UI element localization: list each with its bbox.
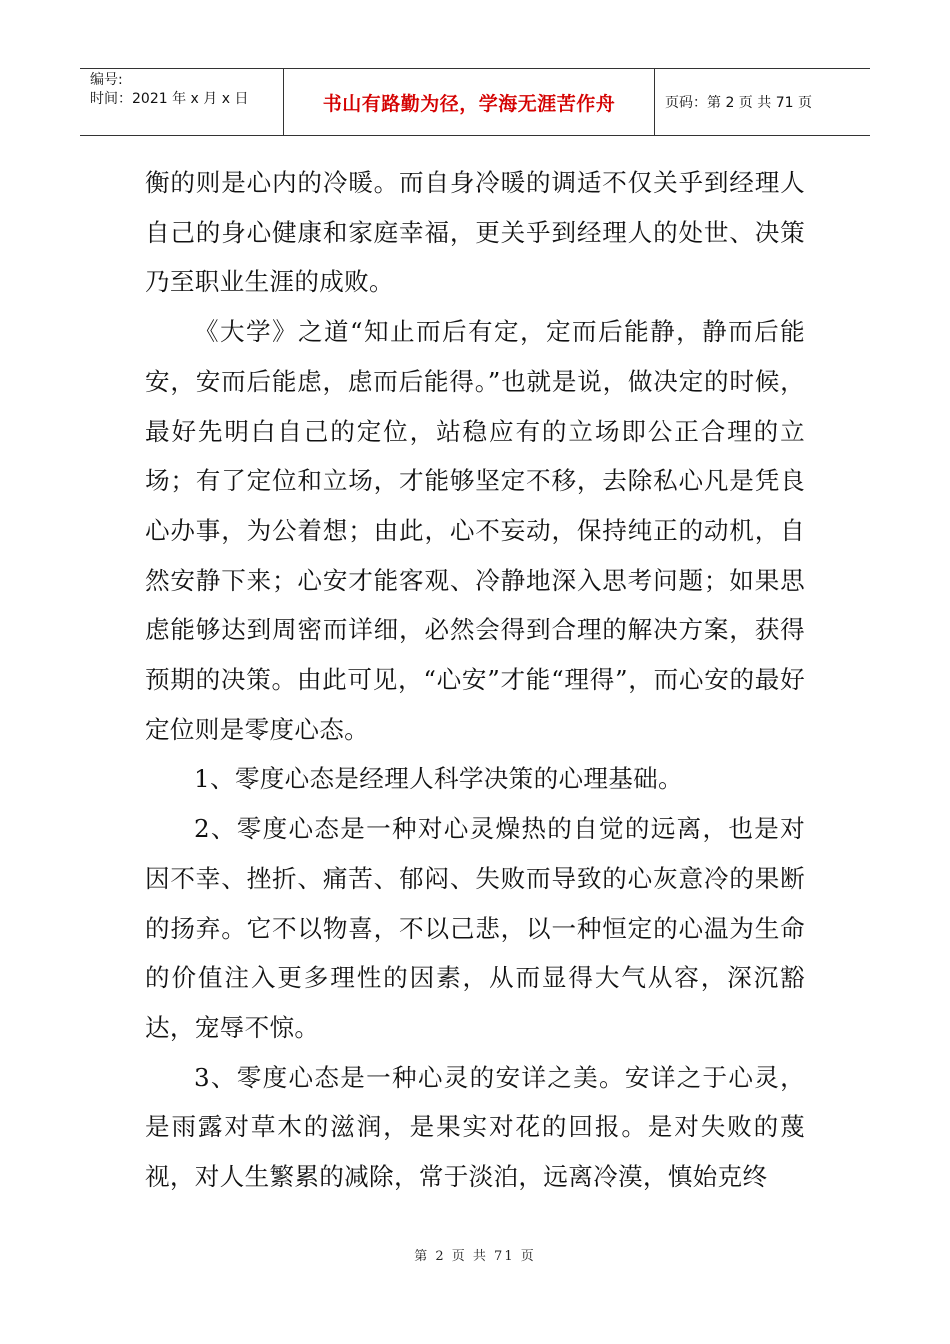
document-number-label: 编号: (90, 72, 123, 88)
document-date: 时间：2021 年 x 月 x 日 (90, 91, 249, 107)
header-page-info: 页码：第 2 页 共 71 页 (665, 95, 812, 111)
paragraph: 1、零度心态是经理人科学决策的心理基础。 (194, 764, 683, 794)
header-motto: 书山有路勤为径，学海无涯苦作舟 (283, 69, 655, 135)
page-header (80, 68, 870, 136)
paragraph: 3、零度心态是一种心灵的安详之美。安详之于心灵，是雨露对草木的滋润，是果实对花的回报。是对失败的蔑视，对人生繁累的减除，常于淡泊，远离冷漠，慎始克终 (145, 1062, 805, 1192)
paragraph: 《大学》之道“知止而后有定，定而后能静，静而后能安，安而后能虑，虑而后能得。”也就是说，做决定的时候，最好先明白自己的定位，站稳应有的立场即公正合理的立场；有了定位和立场，才能够坚定不移，去除私心凡是凭良心办事，为公着想；由此，心不妄动，保持纯正的动机，自然安静下来；心安才能客观、冷静地深入思考问题；如果思虑能够达到周密而详细，必然会得到合理的解决方案，获得预期的决策。由此可见，“心安”才能“理得”，而心安的最好定位则是零度心态。 (145, 317, 805, 744)
document-body (145, 158, 805, 1202)
page-footer: 第 2 页 共 71 页 (414, 1249, 536, 1264)
paragraph: 衡的则是心内的冷暖。而自身冷暖的调适不仅关乎到经理人自己的身心健康和家庭幸福，更关乎到经理人的处世、决策乃至职业生涯的成败。 (145, 168, 805, 297)
header-meta (80, 69, 283, 135)
paragraph: 2、零度心态是一种对心灵燥热的自觉的远离，也是对因不幸、挫折、痛苦、郁闷、失败而导致的心灰意冷的果断的扬弃。它不以物喜，不以己悲，以一种恒定的心温为生命的价值注入更多理性的因素，从而显得大气从容，深沉豁达，宠辱不惊。 (145, 814, 805, 1042)
